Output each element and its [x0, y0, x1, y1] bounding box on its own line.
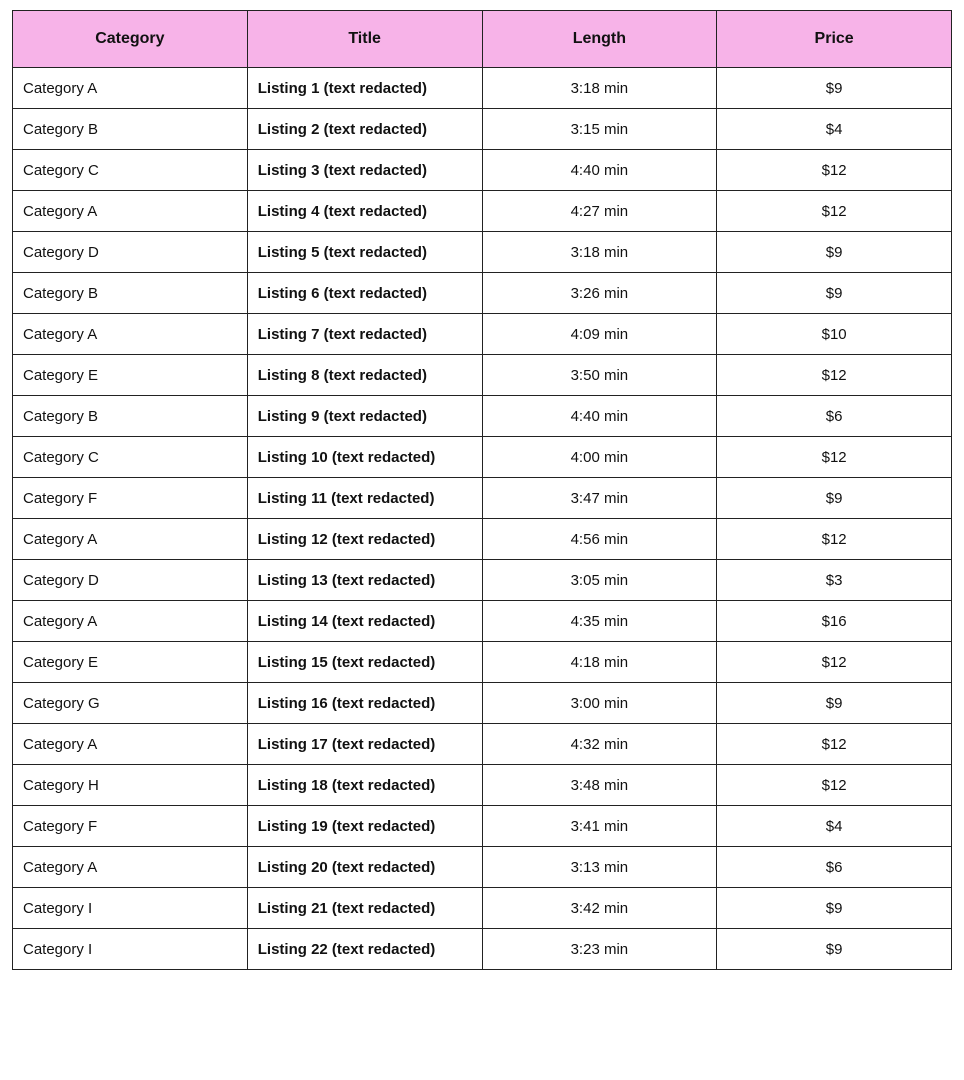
cell-category: Category A [13, 519, 248, 560]
cell-price: $12 [717, 642, 952, 683]
header-category: Category [13, 11, 248, 68]
cell-title: Listing 4 (text redacted) [247, 191, 482, 232]
cell-length: 4:40 min [482, 150, 717, 191]
cell-length: 4:00 min [482, 437, 717, 478]
cell-title: Listing 12 (text redacted) [247, 519, 482, 560]
cell-price: $12 [717, 519, 952, 560]
cell-price: $9 [717, 478, 952, 519]
table-row[interactable] [13, 806, 952, 847]
table-row[interactable] [13, 683, 952, 724]
cell-category: Category A [13, 68, 248, 109]
cell-length: 4:40 min [482, 396, 717, 437]
cell-title: Listing 10 (text redacted) [247, 437, 482, 478]
cell-title: Listing 18 (text redacted) [247, 765, 482, 806]
cell-length: 3:26 min [482, 273, 717, 314]
cell-category: Category A [13, 847, 248, 888]
cell-length: 3:18 min [482, 232, 717, 273]
table-row[interactable] [13, 519, 952, 560]
table-row[interactable] [13, 642, 952, 683]
cell-length: 3:23 min [482, 929, 717, 970]
cell-category: Category B [13, 273, 248, 314]
cell-price: $9 [717, 683, 952, 724]
cell-category: Category E [13, 642, 248, 683]
cell-length: 3:05 min [482, 560, 717, 601]
cell-title: Listing 21 (text redacted) [247, 888, 482, 929]
cell-price: $12 [717, 437, 952, 478]
cell-price: $9 [717, 232, 952, 273]
cell-length: 3:18 min [482, 68, 717, 109]
cell-category: Category D [13, 560, 248, 601]
table-row[interactable] [13, 396, 952, 437]
header-length: Length [482, 11, 717, 68]
cell-title: Listing 19 (text redacted) [247, 806, 482, 847]
cell-title: Listing 20 (text redacted) [247, 847, 482, 888]
cell-title: Listing 6 (text redacted) [247, 273, 482, 314]
cell-length: 3:41 min [482, 806, 717, 847]
table-row[interactable] [13, 929, 952, 970]
cell-category: Category C [13, 150, 248, 191]
cell-title: Listing 5 (text redacted) [247, 232, 482, 273]
cell-title: Listing 1 (text redacted) [247, 68, 482, 109]
cell-length: 3:47 min [482, 478, 717, 519]
header-price: Price [717, 11, 952, 68]
cell-length: 3:15 min [482, 109, 717, 150]
cell-length: 3:42 min [482, 888, 717, 929]
cell-category: Category G [13, 683, 248, 724]
table-row[interactable] [13, 847, 952, 888]
cell-price: $3 [717, 560, 952, 601]
cell-title: Listing 3 (text redacted) [247, 150, 482, 191]
cell-category: Category A [13, 314, 248, 355]
cell-price: $12 [717, 765, 952, 806]
cell-category: Category H [13, 765, 248, 806]
cell-length: 3:50 min [482, 355, 717, 396]
header-row [13, 11, 952, 68]
cell-price: $12 [717, 355, 952, 396]
cell-category: Category B [13, 109, 248, 150]
table-row[interactable] [13, 68, 952, 109]
table-row[interactable] [13, 560, 952, 601]
cell-price: $10 [717, 314, 952, 355]
table-row[interactable] [13, 888, 952, 929]
cell-price: $9 [717, 273, 952, 314]
cell-price: $4 [717, 109, 952, 150]
cell-price: $12 [717, 150, 952, 191]
table-row[interactable] [13, 765, 952, 806]
cell-title: Listing 13 (text redacted) [247, 560, 482, 601]
cell-category: Category E [13, 355, 248, 396]
cell-title: Listing 2 (text redacted) [247, 109, 482, 150]
cell-price: $12 [717, 191, 952, 232]
cell-length: 3:00 min [482, 683, 717, 724]
table-row[interactable] [13, 150, 952, 191]
cell-length: 4:56 min [482, 519, 717, 560]
cell-length: 4:35 min [482, 601, 717, 642]
cell-price: $9 [717, 888, 952, 929]
cell-title: Listing 14 (text redacted) [247, 601, 482, 642]
cell-price: $4 [717, 806, 952, 847]
table-row[interactable] [13, 478, 952, 519]
price-table [12, 10, 952, 970]
table-row[interactable] [13, 273, 952, 314]
cell-length: 4:32 min [482, 724, 717, 765]
table-row[interactable] [13, 109, 952, 150]
cell-category: Category C [13, 437, 248, 478]
cell-price: $12 [717, 724, 952, 765]
cell-category: Category I [13, 888, 248, 929]
table-row[interactable] [13, 191, 952, 232]
cell-price: $9 [717, 929, 952, 970]
table-row[interactable] [13, 601, 952, 642]
cell-length: 4:27 min [482, 191, 717, 232]
cell-title: Listing 15 (text redacted) [247, 642, 482, 683]
cell-title: Listing 8 (text redacted) [247, 355, 482, 396]
cell-title: Listing 11 (text redacted) [247, 478, 482, 519]
cell-price: $6 [717, 396, 952, 437]
header-title: Title [247, 11, 482, 68]
cell-category: Category B [13, 396, 248, 437]
table-row[interactable] [13, 724, 952, 765]
cell-price: $9 [717, 68, 952, 109]
cell-category: Category A [13, 601, 248, 642]
cell-length: 4:18 min [482, 642, 717, 683]
cell-category: Category I [13, 929, 248, 970]
cell-length: 3:13 min [482, 847, 717, 888]
cell-category: Category A [13, 191, 248, 232]
cell-title: Listing 9 (text redacted) [247, 396, 482, 437]
cell-price: $16 [717, 601, 952, 642]
cell-category: Category D [13, 232, 248, 273]
cell-price: $6 [717, 847, 952, 888]
cell-title: Listing 17 (text redacted) [247, 724, 482, 765]
cell-category: Category F [13, 806, 248, 847]
table-row[interactable] [13, 232, 952, 273]
cell-category: Category A [13, 724, 248, 765]
cell-title: Listing 16 (text redacted) [247, 683, 482, 724]
table-row[interactable] [13, 355, 952, 396]
cell-length: 4:09 min [482, 314, 717, 355]
table-row[interactable] [13, 437, 952, 478]
cell-length: 3:48 min [482, 765, 717, 806]
table-row[interactable] [13, 314, 952, 355]
cell-title: Listing 7 (text redacted) [247, 314, 482, 355]
cell-title: Listing 22 (text redacted) [247, 929, 482, 970]
cell-category: Category F [13, 478, 248, 519]
